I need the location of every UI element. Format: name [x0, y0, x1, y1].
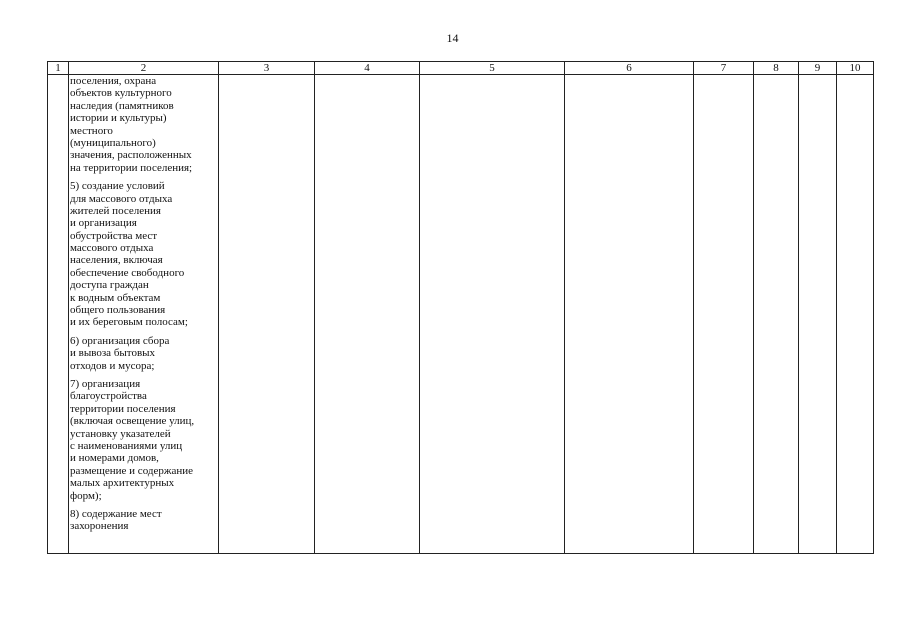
item-text-line: населения, включая [70, 254, 163, 267]
column-header-10: 10 [837, 62, 874, 75]
cell-col-5 [420, 75, 565, 554]
column-header-4: 4 [315, 62, 420, 75]
item-text-line: (включая освещение улиц, [70, 415, 195, 428]
powers-list [70, 75, 218, 533]
item-text-line: малых архитектурных [70, 477, 175, 490]
cell-col-3 [219, 75, 315, 554]
column-header-1: 1 [48, 62, 69, 75]
item-text-line: местного [70, 124, 113, 137]
list-item [70, 508, 218, 533]
column-header-8: 8 [754, 62, 799, 75]
item-text-line: форм); [70, 489, 102, 502]
item-text-line: жителей поселения [70, 204, 161, 217]
cell-col-6 [565, 75, 694, 554]
item-text-line: с наименованиями улиц [70, 439, 183, 452]
item-text-line: территории поселения [70, 402, 176, 415]
item-text-line: и их береговым полосам; [70, 316, 188, 329]
item-text-line: захоронения [70, 520, 129, 533]
header-row [48, 62, 874, 75]
item-text-line: и организация [70, 217, 137, 230]
item-text-line: общего пользования [70, 304, 166, 317]
item-text-line: доступа граждан [70, 279, 149, 292]
item-text-line: установку указателей [70, 427, 171, 440]
cell-col-2 [69, 75, 219, 554]
item-text-line: наследия (памятников [70, 99, 174, 112]
item-text-line: истории и культуры) [70, 112, 167, 125]
item-text-line: отходов и мусора; [70, 359, 155, 372]
item-text-line: 5) создание условий [70, 180, 165, 193]
cell-col-7 [694, 75, 754, 554]
document-table [47, 61, 874, 554]
item-text-line: обустройства мест [70, 229, 158, 242]
cell-col-1 [48, 75, 69, 554]
item-text-line: значения, расположенных [70, 149, 192, 162]
page-number: 14 [446, 31, 459, 45]
column-header-7: 7 [694, 62, 754, 75]
list-item [70, 335, 218, 372]
list-item [70, 378, 218, 502]
column-header-5: 5 [420, 62, 565, 75]
item-text-line: 8) содержание мест [70, 507, 162, 520]
column-header-2: 2 [69, 62, 219, 75]
item-text-line: 7) организация [70, 377, 141, 390]
item-text-line: 6) организация сбора [70, 334, 170, 347]
item-text-line: для массового отдыха [70, 192, 173, 205]
item-text-line: обеспечение свободного [70, 266, 185, 279]
item-text-line: объектов культурного [70, 87, 172, 100]
cell-col-10 [837, 75, 874, 554]
column-header-3: 3 [219, 62, 315, 75]
cell-col-4 [315, 75, 420, 554]
item-text-line: и вывоза бытовых [70, 347, 156, 360]
item-text-line: благоустройства [70, 390, 147, 403]
column-header-9: 9 [799, 62, 837, 75]
item-text-line: и номерами домов, [70, 452, 159, 465]
cell-col-8 [754, 75, 799, 554]
list-item [70, 180, 218, 329]
column-header-6: 6 [565, 62, 694, 75]
item-text-line: на территории поселения; [70, 161, 193, 174]
item-text-line: к водным объектам [70, 291, 161, 304]
item-text-line: поселения, охрана [70, 75, 157, 87]
list-item [70, 75, 218, 174]
item-text-line: размещение и содержание [70, 464, 193, 477]
item-text-line: (муниципального) [70, 136, 156, 149]
item-text-line: массового отдыха [70, 242, 154, 255]
table-row [48, 75, 874, 554]
cell-col-9 [799, 75, 837, 554]
